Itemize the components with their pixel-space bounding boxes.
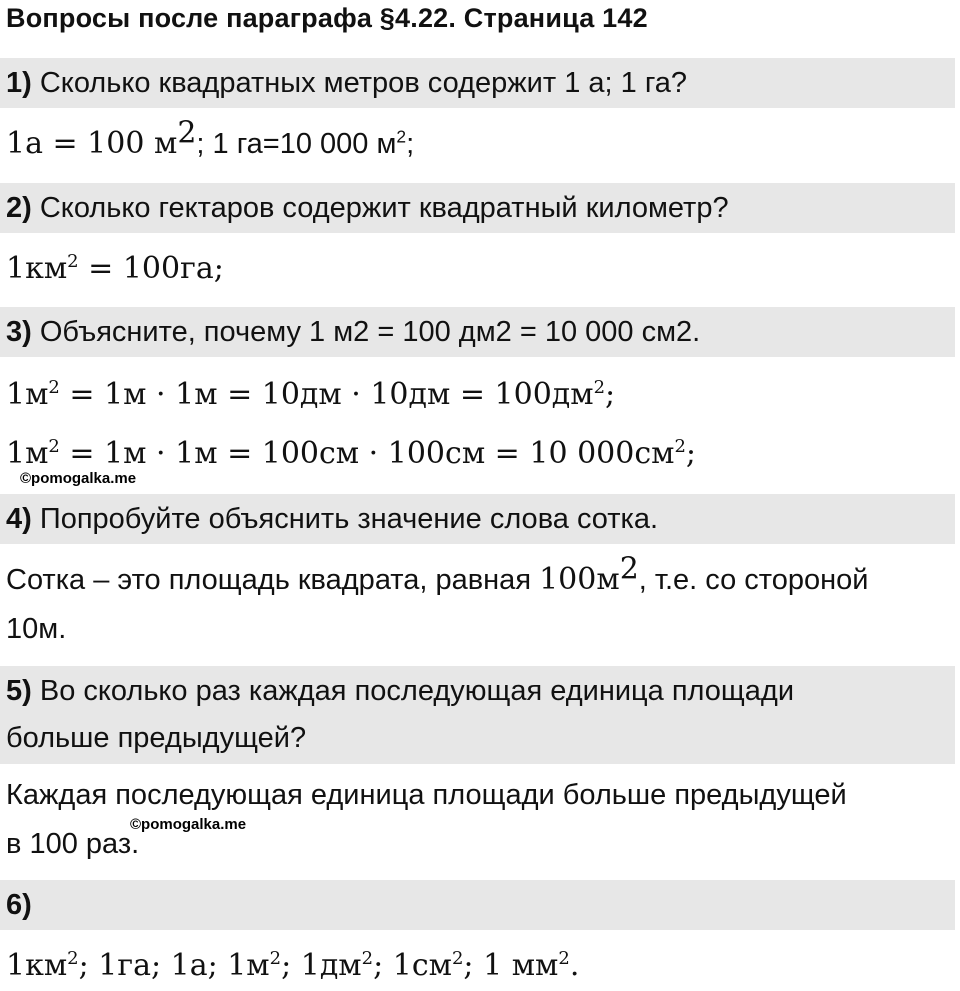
question-text: Сколько квадратных метров содержит 1 а; 1 га?	[39, 67, 688, 99]
question-number: 3)	[6, 316, 32, 348]
page-title: Вопросы после параграфа §4.22. Страница 142	[6, 3, 648, 33]
answer-4-line-1: Сотка – это площадь квадрата, равная $100м^2$, т.е. со стороной	[6, 551, 869, 597]
question-4	[0, 494, 955, 544]
watermark: ©pomogalka.me	[130, 816, 247, 833]
question-6	[0, 880, 955, 930]
answer-1: 1а = 100 $м^2$; 1 га=10 000 $м^2$;	[6, 115, 415, 161]
question-number: 6)	[6, 889, 32, 921]
answer-5-line-2: в 100 раз.	[6, 828, 140, 860]
answer-5-line-1: Каждая последующая единица площади больше предыдущей	[6, 779, 847, 811]
question-number: 5)	[6, 675, 32, 707]
answer-3-line-1: $1м^2 = 1м \cdot 1м = 10дм \cdot 10дм = 100дм^2$;	[6, 377, 616, 412]
answer-2: $1км^2 = 100га$;	[6, 251, 224, 286]
question-text: Во сколько раз каждая последующая единица площади	[39, 675, 795, 707]
answer-3-line-2: $1м^2 = 1м \cdot 1м = 100см \cdot 100см = 10$ $000см^2$;	[6, 436, 697, 471]
question-5	[0, 666, 955, 764]
question-text: Сколько гектаров содержит квадратный километр?	[39, 192, 729, 224]
watermark: ©pomogalka.me	[20, 470, 137, 487]
question-text: Объясните, почему 1 м2 = 100 дм2 = 10 000 см2.	[39, 316, 701, 348]
question-3	[0, 307, 955, 357]
question-number: 1)	[6, 67, 32, 99]
answer-6: $1км^2$; 1га; 1а; $1м^2$; $1дм^2$; $1см^2$; 1 $мм^2$.	[6, 948, 580, 983]
question-number: 4)	[6, 503, 32, 535]
question-number: 2)	[6, 192, 32, 224]
answer-4-line-2: 10м.	[6, 613, 67, 645]
question-2	[0, 183, 955, 233]
question-1	[0, 58, 955, 108]
question-text-cont: больше предыдущей?	[6, 722, 307, 754]
question-text: Попробуйте объяснить значение слова сотка.	[39, 503, 659, 535]
